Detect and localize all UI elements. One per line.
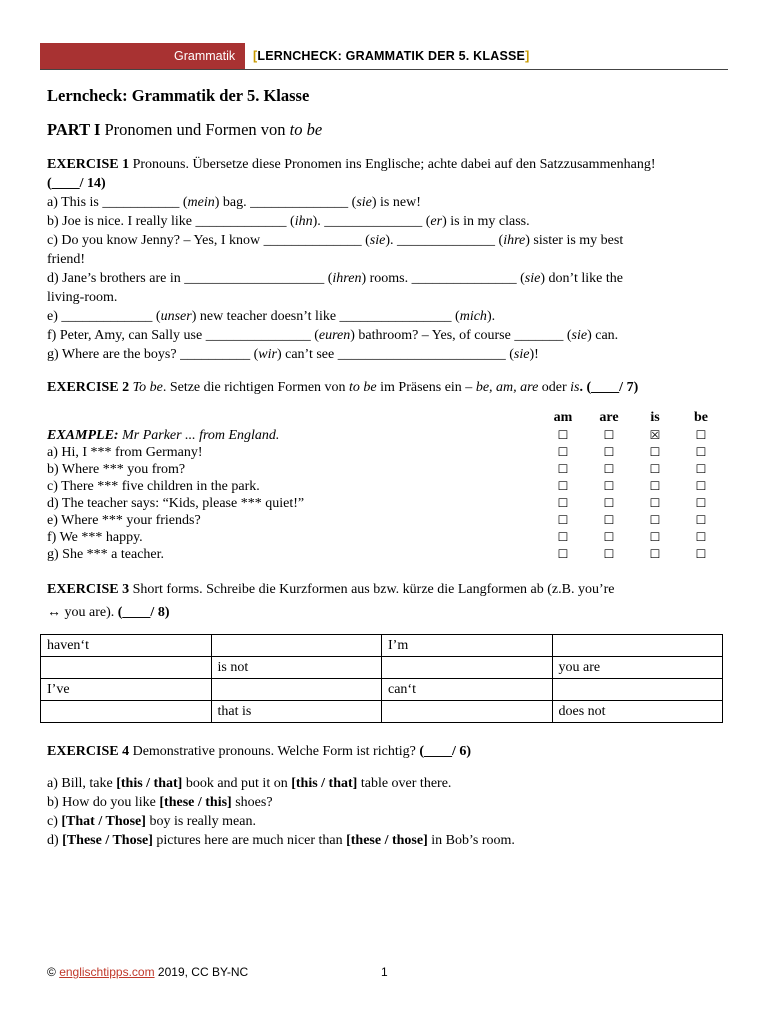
exercise-2-item: d) The teacher says: “Kids, please *** quiet!” <box>47 496 305 511</box>
table-cell: that is <box>211 701 382 723</box>
checkbox-be[interactable]: ☐ <box>695 445 707 459</box>
table-cell: I’ve <box>41 679 212 701</box>
table-cell: haven‘t <box>41 635 212 657</box>
checkbox-are[interactable]: ☐ <box>603 547 615 561</box>
exercise-2-item: f) We *** happy. <box>47 530 143 545</box>
checkbox-are[interactable]: ☐ <box>603 496 615 510</box>
checkbox-am[interactable]: ☐ <box>557 547 569 561</box>
checkbox-are[interactable]: ☐ <box>603 462 615 476</box>
answer-cell[interactable] <box>552 679 723 701</box>
answer-cell[interactable] <box>382 701 553 723</box>
checkbox-are[interactable]: ☐ <box>603 445 615 459</box>
exercise-1-line: e) _____________ (unser) new teacher doesn’t like ________________ (mich). <box>47 309 496 324</box>
exercise-1-heading: EXERCISE 1 Pronouns. Übersetze diese Pronomen ins Englische; achte dabei auf den Satzzusammenhang! <box>47 157 656 172</box>
exercise-2-checkbox-row <box>0 479 768 496</box>
column-header-am: am <box>553 410 573 425</box>
exercise-2-item: a) Hi, I *** from Germany! <box>47 445 203 460</box>
checkbox-is[interactable]: ☐ <box>649 513 661 527</box>
exercise-2-checkbox-row <box>0 496 768 513</box>
column-header-are: are <box>599 410 619 425</box>
checkbox-be[interactable]: ☐ <box>695 479 707 493</box>
table-cell: can‘t <box>382 679 553 701</box>
part-heading: PART I Pronomen und Formen von to be <box>47 120 323 139</box>
checkbox-is[interactable]: ☐ <box>649 547 661 561</box>
answer-cell[interactable] <box>211 679 382 701</box>
exercise-2-heading: EXERCISE 2 To be. Setze die richtigen Formen von to be im Präsens ein – be, am, are oder is. (____/ 7) <box>47 380 639 395</box>
checkbox-be[interactable]: ☐ <box>695 547 707 561</box>
exercise-2-checkbox-row <box>0 445 768 462</box>
page-number: 1 <box>381 965 388 979</box>
column-header-be: be <box>694 410 708 425</box>
exercise-4-item-a: a) Bill, take [this / that] book and put it on [this / that] table over there. <box>47 776 452 791</box>
exercise-1-line: living-room. <box>47 290 118 305</box>
example-checkbox-row <box>0 428 768 445</box>
table-cell: you are <box>552 657 723 679</box>
table-cell: does not <box>552 701 723 723</box>
answer-cell[interactable] <box>552 635 723 657</box>
short-forms-table <box>40 634 723 723</box>
exercise-2-checkbox-row <box>0 513 768 530</box>
checkbox-am[interactable]: ☐ <box>557 462 569 476</box>
footer-link[interactable]: englischtipps.com <box>59 965 155 979</box>
table-cell: I’m <box>382 635 553 657</box>
exercise-2-checkbox-row <box>0 547 768 564</box>
checkbox-are[interactable]: ☐ <box>603 513 615 527</box>
table-row <box>41 701 723 723</box>
checkbox-are[interactable]: ☐ <box>603 530 615 544</box>
exercise-1-line: b) Joe is nice. I really like _____________ (ihn). ______________ (er) is in my class. <box>47 214 530 229</box>
table-row <box>41 657 723 679</box>
header-divider <box>40 69 728 70</box>
exercise-2-checkbox-row <box>0 530 768 547</box>
checkbox-am[interactable]: ☐ <box>557 496 569 510</box>
checkbox-is[interactable]: ☐ <box>649 496 661 510</box>
checkbox-am[interactable]: ☐ <box>557 445 569 459</box>
checkbox-be[interactable]: ☐ <box>695 428 707 442</box>
exercise-1-line: c) Do you know Jenny? – Yes, I know ______________ (sie). ______________ (ihre) sister is my best <box>47 233 624 248</box>
table-cell: is not <box>211 657 382 679</box>
exercise-2-item: c) There *** five children in the park. <box>47 479 260 494</box>
header-tab-label: Grammatik <box>174 49 236 63</box>
checkbox-be[interactable]: ☐ <box>695 462 707 476</box>
exercise-2-item: e) Where *** your friends? <box>47 513 201 528</box>
checkbox-checked-is[interactable]: ☒ <box>649 428 661 442</box>
table-row <box>41 635 723 657</box>
answer-cell[interactable] <box>41 701 212 723</box>
exercise-2-example: EXAMPLE: Mr Parker ... from England. <box>47 428 280 443</box>
footer-copyright: © englischtipps.com 2019, CC BY-NC <box>47 965 249 979</box>
column-header-is: is <box>650 410 660 425</box>
exercise-1-score: (____/ 14) <box>47 176 106 191</box>
exercise-4-heading: EXERCISE 4 Demonstrative pronouns. Welche Form ist richtig? (____/ 6) <box>47 744 472 759</box>
checkbox-are[interactable]: ☐ <box>603 479 615 493</box>
exercise-4-item-c: c) [That / Those] boy is really mean. <box>47 814 256 829</box>
checkbox-be[interactable]: ☐ <box>695 530 707 544</box>
answer-cell[interactable] <box>211 635 382 657</box>
checkbox-am[interactable]: ☐ <box>557 479 569 493</box>
header-title: [LERNCHECK: GRAMMATIK DER 5. KLASSE] <box>253 49 530 63</box>
exercise-3-heading-cont: ↔ you are). (____/ 8) <box>47 605 170 620</box>
exercise-2-item: b) Where *** you from? <box>47 462 186 477</box>
exercise-2-item: g) She *** a teacher. <box>47 547 165 562</box>
checkbox-is[interactable]: ☐ <box>649 479 661 493</box>
checkbox-is[interactable]: ☐ <box>649 445 661 459</box>
checkbox-am[interactable]: ☐ <box>557 428 569 442</box>
exercise-1-line: d) Jane’s brothers are in ____________________ (ihren) rooms. _______________ (sie) don’t like the <box>47 271 623 286</box>
checkbox-be[interactable]: ☐ <box>695 496 707 510</box>
exercise-1-line: a) This is ___________ (mein) bag. ______________ (sie) is new! <box>47 195 421 210</box>
exercise-3-heading: EXERCISE 3 Short forms. Schreibe die Kurzformen aus bzw. kürze die Langformen ab (z.B. you’re <box>47 582 615 597</box>
document-title: Lerncheck: Grammatik der 5. Klasse <box>47 86 310 105</box>
checkbox-am[interactable]: ☐ <box>557 530 569 544</box>
checkbox-is[interactable]: ☐ <box>649 530 661 544</box>
exercise-1-line: f) Peter, Amy, can Sally use _______________ (euren) bathroom? – Yes, of course _______ (sie) can. <box>47 328 619 343</box>
checkbox-be[interactable]: ☐ <box>695 513 707 527</box>
answer-cell[interactable] <box>382 657 553 679</box>
exercise-2-checkbox-row <box>0 462 768 479</box>
checkbox-is[interactable]: ☐ <box>649 462 661 476</box>
table-row <box>41 679 723 701</box>
exercise-4-item-d: d) [These / Those] pictures here are much nicer than [these / those] in Bob’s room. <box>47 833 515 848</box>
checkbox-are[interactable]: ☐ <box>603 428 615 442</box>
answer-cell[interactable] <box>41 657 212 679</box>
exercise-1-lines <box>47 193 623 364</box>
checkbox-am[interactable]: ☐ <box>557 513 569 527</box>
exercise-4-item-b: b) How do you like [these / this] shoes? <box>47 795 273 810</box>
exercise-1-line: g) Where are the boys? __________ (wir) can’t see ________________________ (sie)! <box>47 347 539 362</box>
exercise-1-line: friend! <box>47 252 86 267</box>
